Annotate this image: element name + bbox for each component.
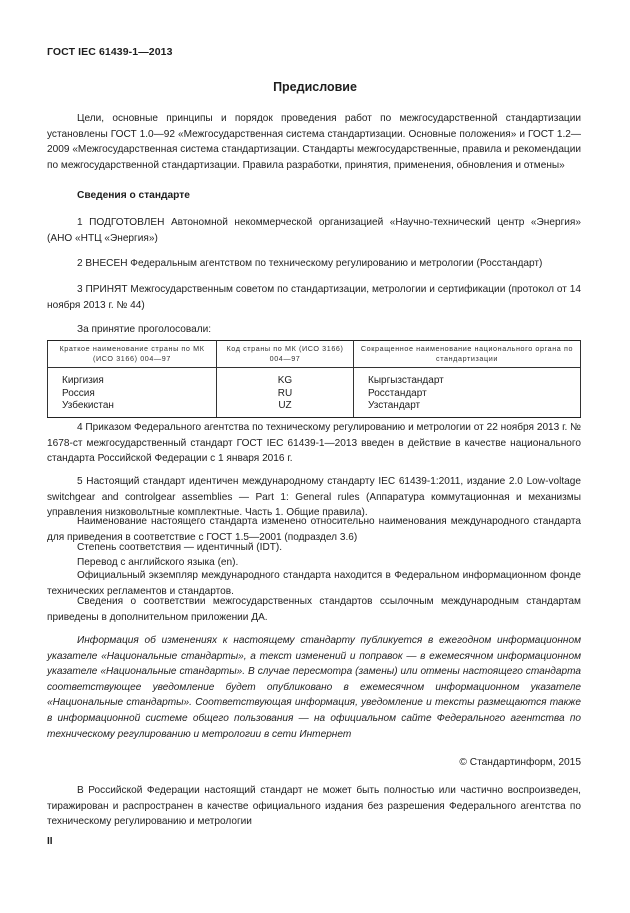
table-cell-country: Киргизия (48, 368, 217, 388)
voting-table (47, 340, 581, 418)
table-cell-code: UZ (217, 400, 354, 417)
table-row (48, 368, 581, 388)
section-title: Сведения о стандарте (77, 190, 190, 201)
rights-notice: В Российской Федерации настоящий стандарт не может быть полностью или частично воспроизведен, тиражирован и распространен в качестве официального издания без разрешения Федерального агентства по техническому регулированию и метрологии (47, 785, 581, 828)
table-cell-code: RU (217, 388, 354, 401)
item-5-degree: Степень соответствия — идентичный (IDT). (77, 542, 283, 553)
table-cell-body: Кыргызстандарт (354, 368, 581, 388)
table-cell-country: Узбекистан (48, 400, 217, 417)
voted-label: За принятие проголосовали: (77, 324, 212, 335)
table-cell-body: Росстандарт (354, 388, 581, 401)
item-5-name-note: Наименование настоящего стандарта изменено относительно наименования международного стандарта для приведения в соответствие с ГОСТ 1.5—2001 (подраздел 3.6) (47, 516, 581, 543)
table-cell-country: Россия (48, 388, 217, 401)
item-2: 2 ВНЕСЕН Федеральным агентством по техническому регулированию и метрологии (Росстандарт) (77, 258, 543, 269)
item-3: 3 ПРИНЯТ Межгосударственным советом по стандартизации, метрологии и сертификации (протокол от 14 ноября 2013 г. № 44) (47, 284, 581, 311)
item-5: 5 Настоящий стандарт идентичен международному стандарту IEC 61439-1:2011, издание 2.0 Low-voltage switchgear and controlgear assemblies — Part 1: General rules (Аппаратура коммутационная и механизмы управления низковольтные комплектные. Часть 1. Общие правила). (47, 476, 581, 519)
changes-notice: Информация об изменениях к настоящему стандарту публикуется в ежегодном информационном указателе «Национальные стандарты», а текст изменений и поправок — в ежемесячном информационном указателе «Национальные стандарты». В случае пересмотра (замены) или отмены настоящего стандарта соответствующее уведомление будет опубликовано в ежемесячном информационном указателе «Национальные стандарты». Соответствующая информация, уведомление и тексты размещаются также в информационной системе общего пользования — на официальном сайте Федерального агентства по техническому регулированию и метрологии в сети Интернет (47, 635, 581, 740)
table-header-row (48, 341, 581, 368)
item-5-compliance-info: Сведения о соответствии межгосударственных стандартов ссылочным международным стандартам приведены в дополнительном приложении ДА. (47, 596, 581, 623)
page-number: II (47, 836, 53, 847)
page-title: Предисловие (273, 80, 357, 94)
table-row (48, 388, 581, 401)
item-5-official-copy: Официальный экземпляр международного стандарта находится в Федеральном информационном фонде технических регламентов и стандартов. (47, 570, 581, 597)
table-header-body: Сокращенное наименование национального органа по стандартизации (354, 341, 581, 368)
table-header-country: Краткое наименование страны по МК (ИСО 3166) 004—97 (48, 341, 217, 368)
document-header: ГОСТ IEC 61439-1—2013 (47, 46, 173, 58)
copyright: © Стандартинформ, 2015 (459, 757, 581, 768)
item-4: 4 Приказом Федерального агентства по техническому регулированию и метрологии от 22 ноября 2013 г. № 1678-ст межгосударственный стандарт ГОСТ IEC 61439-1—2013 введен в действие в качестве национального стандарта Российской Федерации с 1 января 2016 г. (47, 422, 581, 465)
table-header-code: Код страны по МК (ИСО 3166) 004—97 (217, 341, 354, 368)
table-cell-body: Узстандарт (354, 400, 581, 417)
table-row (48, 400, 581, 417)
table-cell-code: KG (217, 368, 354, 388)
item-5-translation: Перевод с английского языка (en). (77, 557, 239, 568)
intro-paragraph: Цели, основные принципы и порядок проведения работ по межгосударственной стандартизации установлены ГОСТ 1.0—92 «Межгосударственная система стандартизации. Основные положения» и ГОСТ 1.2—2009 «Межгосударственная система стандартизации. Стандарты межгосударственные, правила и рекомендации по межгосударственной стандартизации. Правила разработки, принятия, применения, обновления и отмены» (47, 113, 581, 171)
item-1: 1 ПОДГОТОВЛЕН Автономной некоммерческой организацией «Научно-технический центр «Энергия» (АНО «НТЦ «Энергия») (47, 217, 581, 244)
